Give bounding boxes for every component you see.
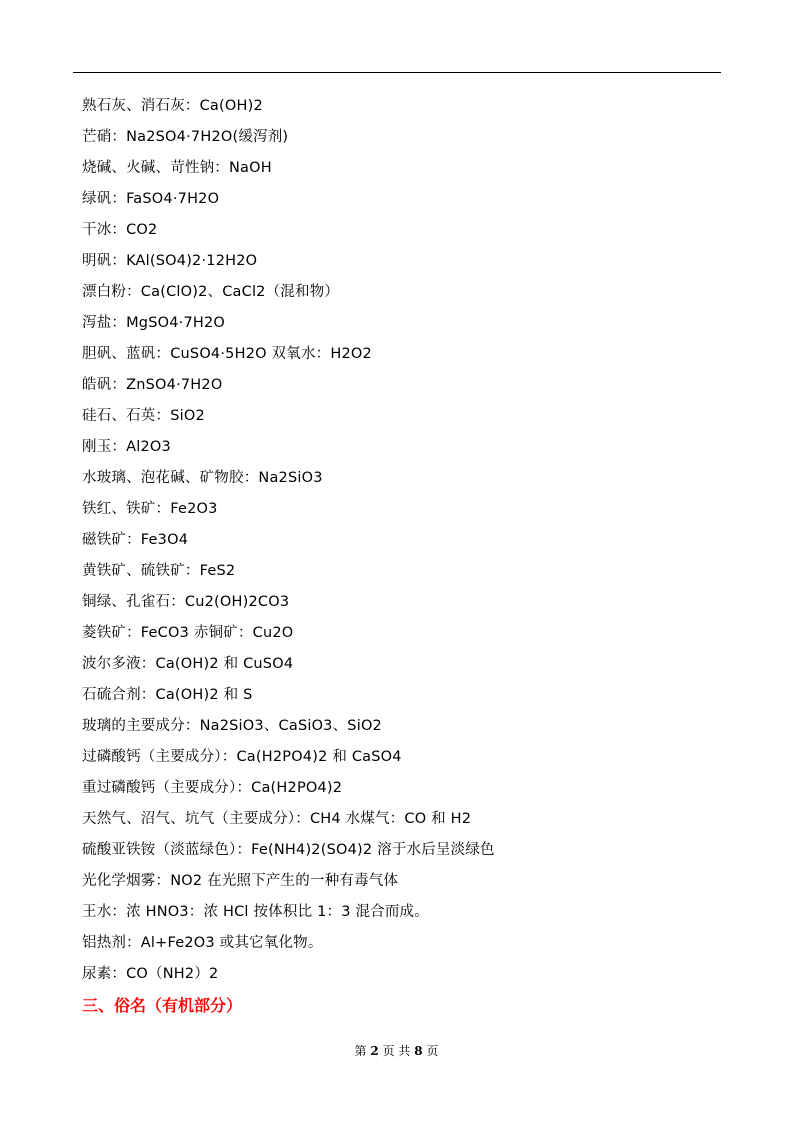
text-line: 芒硝：Na2SO4·7H2O(缓泻剂) <box>82 129 289 145</box>
text-line: 刚玉：Al2O3 <box>82 439 171 455</box>
text-line: 铁红、铁矿：Fe2O3 <box>82 501 218 517</box>
footer-middle: 页 共 <box>382 1044 411 1058</box>
text-line: 天然气、沼气、坑气（主要成分）：CH4 水煤气：CO 和 H2 <box>82 811 472 827</box>
section-heading: 三、俗名（有机部分） <box>82 996 243 1015</box>
text-line: 重过磷酸钙（主要成分）：Ca(H2PO4)2 <box>82 780 343 796</box>
document-body <box>82 91 722 1021</box>
text-line: 光化学烟雾：NO2 在光照下产生的一种有毒气体 <box>82 873 399 889</box>
footer-prefix: 第 <box>354 1044 367 1058</box>
text-line: 明矾：KAl(SO4)2·12H2O <box>82 253 258 269</box>
text-line: 漂白粉：Ca(ClO)2、CaCl2（混和物） <box>82 284 340 300</box>
text-line: 石硫合剂：Ca(OH)2 和 S <box>82 687 253 703</box>
text-line: 烧碱、火碱、苛性钠：NaOH <box>82 160 272 176</box>
text-line: 玻璃的主要成分：Na2SiO3、CaSiO3、SiO2 <box>82 718 382 734</box>
text-line: 磁铁矿：Fe3O4 <box>82 532 189 548</box>
text-line: 铜绿、孔雀石：Cu2(OH)2CO3 <box>82 594 290 610</box>
text-line: 过磷酸钙（主要成分）：Ca(H2PO4)2 和 CaSO4 <box>82 749 402 765</box>
text-line: 绿矾：FaSO4·7H2O <box>82 191 220 207</box>
text-line: 尿素：CO（NH2）2 <box>82 966 219 982</box>
footer-suffix: 页 <box>426 1044 439 1058</box>
total-page-count: 8 <box>414 1044 423 1058</box>
text-line: 熟石灰、消石灰：Ca(OH)2 <box>82 98 263 114</box>
text-line: 胆矾、蓝矾：CuSO4·5H2O 双氧水：H2O2 <box>82 346 372 362</box>
header-rule <box>73 72 721 73</box>
text-line: 皓矾：ZnSO4·7H2O <box>82 377 223 393</box>
text-line: 干冰：CO2 <box>82 222 158 238</box>
text-line: 泻盐：MgSO4·7H2O <box>82 315 226 331</box>
text-line: 黄铁矿、硫铁矿：FeS2 <box>82 563 236 579</box>
text-line: 铝热剂：Al+Fe2O3 或其它氧化物。 <box>82 935 323 951</box>
text-line: 硫酸亚铁铵（淡蓝绿色）：Fe(NH4)2(SO4)2 溶于水后呈淡绿色 <box>82 842 495 858</box>
text-line: 水玻璃、泡花碱、矿物胶：Na2SiO3 <box>82 470 323 486</box>
page-footer <box>0 1042 793 1059</box>
text-line: 波尔多液：Ca(OH)2 和 CuSO4 <box>82 656 294 672</box>
current-page-number: 2 <box>370 1044 379 1058</box>
text-line: 王水：浓 HNO3：浓 HCl 按体积比 1：3 混合而成。 <box>82 904 429 920</box>
text-line: 硅石、石英：SiO2 <box>82 408 205 424</box>
text-line: 菱铁矿：FeCO3 赤铜矿：Cu2O <box>82 625 294 641</box>
